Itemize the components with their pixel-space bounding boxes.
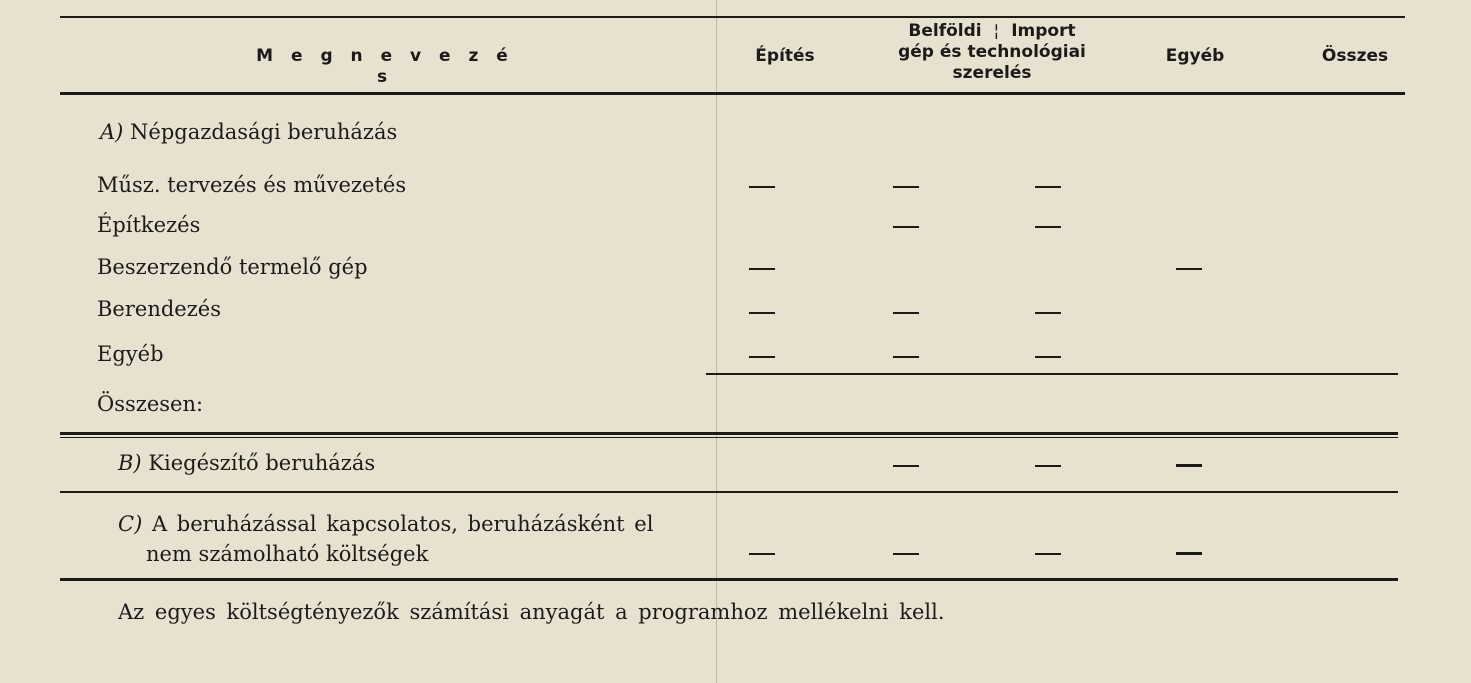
section-c-letter: C) xyxy=(118,512,143,536)
header-gep-line2: gép és technológiai xyxy=(898,42,1086,62)
dash-mark xyxy=(1035,553,1061,555)
header-belfoldi: Belföldi xyxy=(908,21,982,41)
header-osszes: Összes xyxy=(1321,46,1389,66)
dash-mark xyxy=(1035,312,1061,314)
dash-mark xyxy=(893,465,919,467)
dash-mark xyxy=(893,356,919,358)
section-a-bottom-rule-2 xyxy=(60,437,1398,438)
header-import: Import xyxy=(1011,21,1076,41)
dash-mark xyxy=(1035,356,1061,358)
row-label-epitkezes: Építkezés xyxy=(97,213,201,237)
header-separator: ¦ xyxy=(993,21,1000,41)
row-label-musz-tervezes: Műsz. tervezés és művezetés xyxy=(97,173,407,197)
section-c-bottom-rule xyxy=(60,578,1398,581)
dash-mark xyxy=(893,226,919,228)
section-b-letter: B) xyxy=(118,451,142,475)
dash-mark xyxy=(893,312,919,314)
header-gep-group xyxy=(862,21,1122,84)
footer-note: Az egyes költségtényezők számítási anyagát a programhoz mellékelni kell. xyxy=(118,600,945,624)
dash-mark xyxy=(1176,552,1202,555)
section-c-title-line1 xyxy=(118,512,653,536)
dash-mark xyxy=(1035,186,1061,188)
dash-mark xyxy=(1035,226,1061,228)
section-c-title-line2: nem számolható költségek xyxy=(146,542,429,566)
section-a-title xyxy=(100,120,397,144)
section-b-bottom-rule xyxy=(60,491,1398,493)
section-a-letter: A) xyxy=(100,120,124,144)
section-b-title xyxy=(118,451,375,475)
dash-mark xyxy=(749,356,775,358)
section-b-name: Kiegészítő beruházás xyxy=(148,451,376,475)
header-epites: Építés xyxy=(755,46,815,66)
header-szereles: szerelés xyxy=(952,63,1032,83)
section-a-name: Népgazdasági beruházás xyxy=(130,120,398,144)
dash-mark xyxy=(749,553,775,555)
header-bottom-rule xyxy=(60,92,1405,95)
header-egyeb: Egyéb xyxy=(1165,46,1225,66)
dash-mark xyxy=(749,312,775,314)
row-label-berendezes: Berendezés xyxy=(97,297,221,321)
row-label-beszerzendo-gep: Beszerzendő termelő gép xyxy=(97,255,368,279)
section-c-name-line1: A beruházással kapcsolatos, beruházásként el xyxy=(151,512,654,536)
row-label-egyeb: Egyéb xyxy=(97,342,164,366)
dash-mark xyxy=(749,268,775,270)
subtotal-rule xyxy=(706,373,1398,375)
section-a-bottom-rule xyxy=(60,432,1398,435)
dash-mark xyxy=(749,186,775,188)
row-label-osszesen: Összesen: xyxy=(97,392,204,416)
dash-mark xyxy=(1176,464,1202,467)
dash-mark xyxy=(1176,268,1202,270)
header-top-rule xyxy=(60,16,1405,18)
dash-mark xyxy=(893,553,919,555)
dash-mark xyxy=(893,186,919,188)
header-gep-line1 xyxy=(862,21,1122,42)
header-megnevezes: M e g n e v e z é s xyxy=(256,46,514,87)
dash-mark xyxy=(1035,465,1061,467)
